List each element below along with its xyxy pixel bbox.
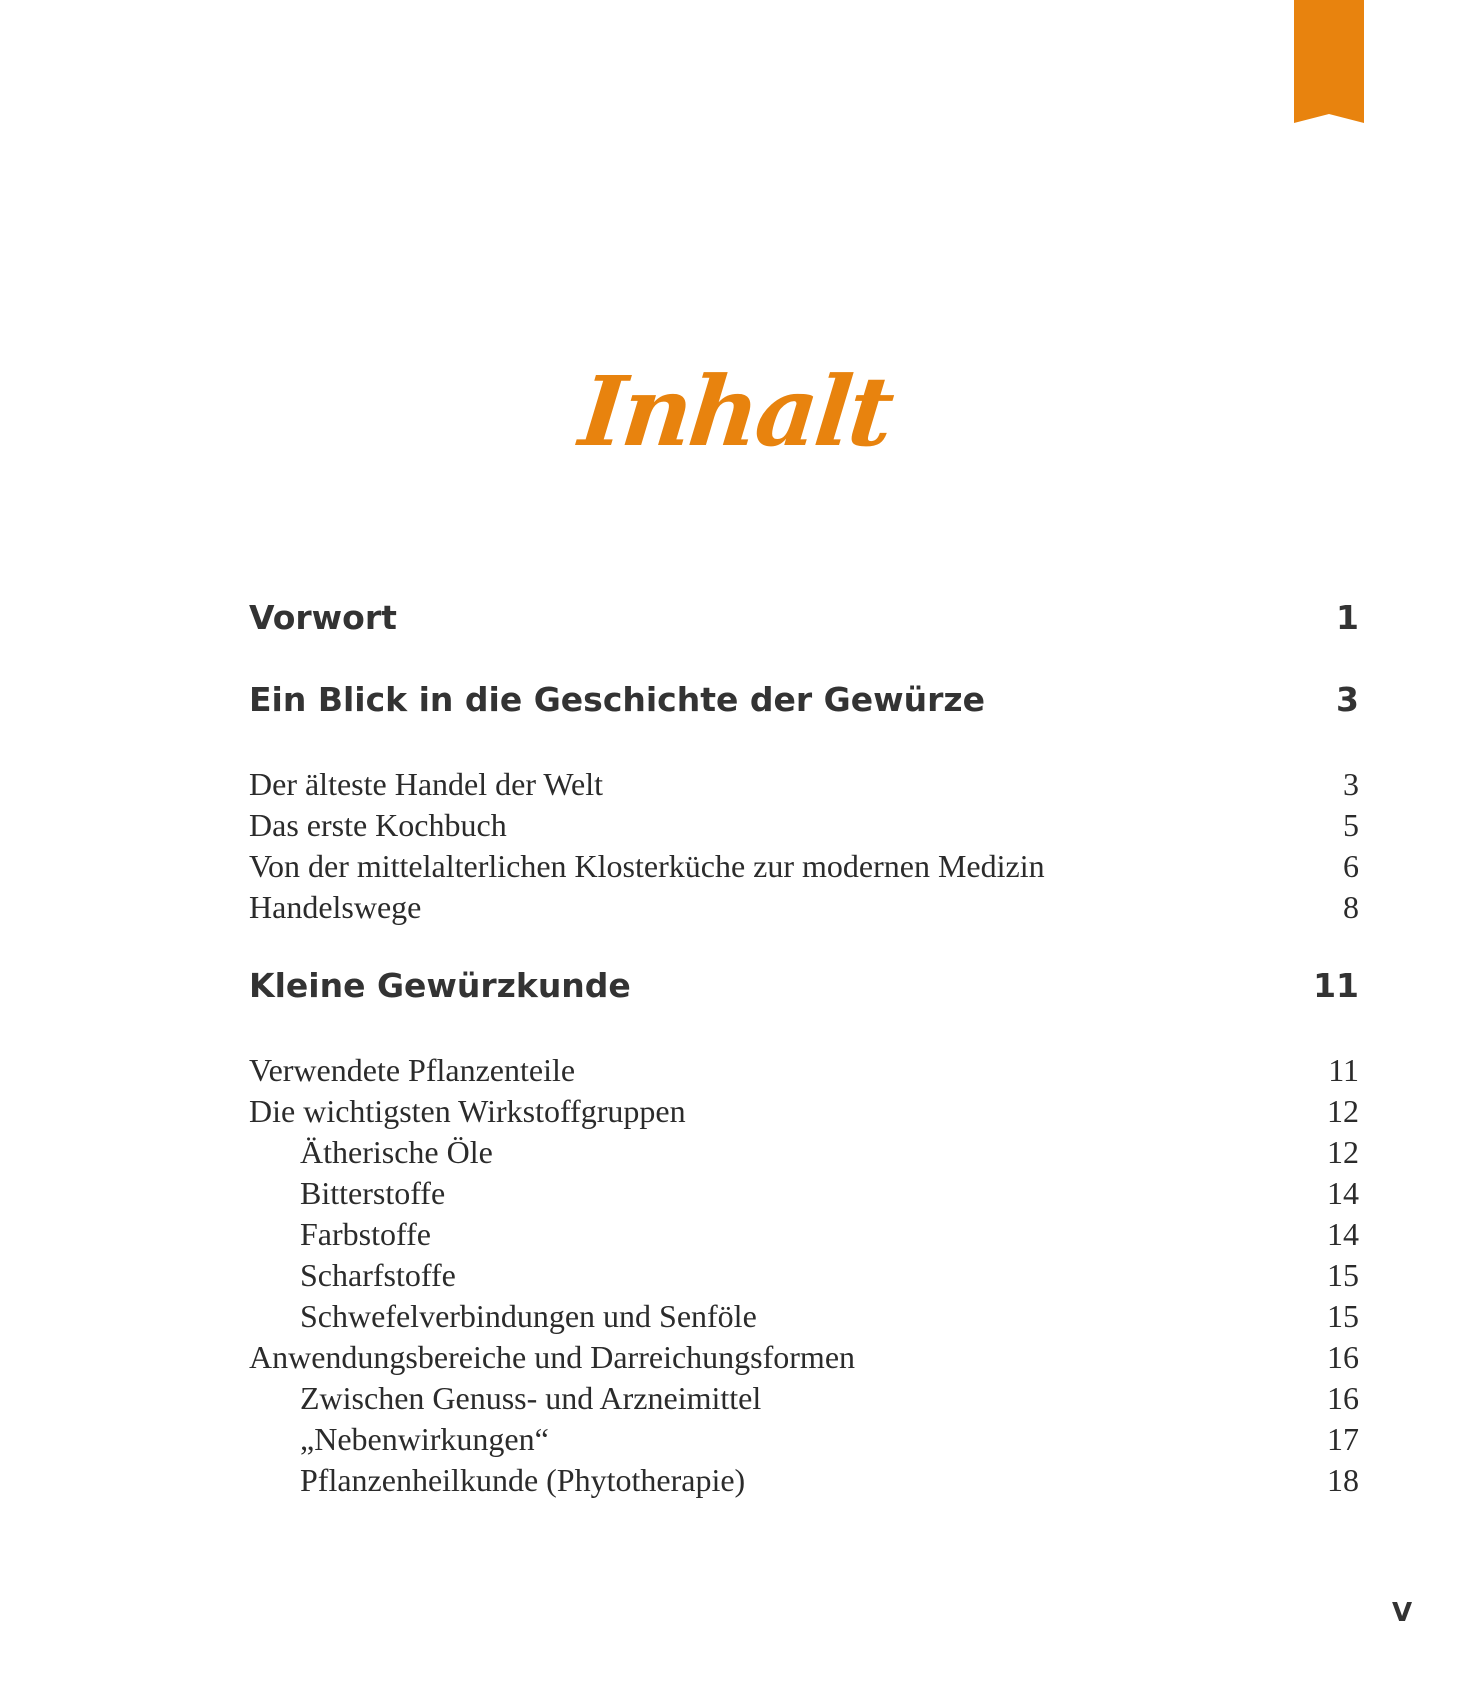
toc-chapter-vorwort[interactable] xyxy=(249,596,1359,640)
toc-entry-title: Das erste Kochbuch xyxy=(249,807,507,843)
toc-chapter-title: Kleine Gewürzkunde xyxy=(249,966,631,1005)
toc-entry-title: Handelswege xyxy=(249,889,422,925)
toc-entry-page: 5 xyxy=(1343,807,1359,843)
toc-subentry[interactable] xyxy=(249,1460,1359,1500)
toc-entry-title: „Nebenwirkungen“ xyxy=(300,1421,549,1457)
toc-subentry[interactable] xyxy=(249,1173,1359,1213)
toc-chapter-title: Ein Blick in die Geschichte der Gewürze xyxy=(249,680,985,719)
toc-entry-title: Scharfstoffe xyxy=(300,1257,456,1293)
footer-page-number: V xyxy=(1392,1598,1413,1628)
toc-entry-page: 14 xyxy=(1327,1216,1359,1252)
toc-entry-page: 8 xyxy=(1343,889,1359,925)
toc-entry-page: 14 xyxy=(1327,1175,1359,1211)
toc-entry-page: 6 xyxy=(1343,848,1359,884)
toc-entry-title: Verwendete Pflanzenteile xyxy=(249,1052,576,1088)
toc-entry-title: Von der mittelalterlichen Klosterküche zur modernen Medizin xyxy=(249,848,1045,884)
toc-entry-title: Zwischen Genuss- und Arzneimittel xyxy=(300,1380,762,1416)
toc-chapter-gewuerzkunde[interactable] xyxy=(249,964,1359,1008)
toc-entry-title: Der älteste Handel der Welt xyxy=(249,766,604,802)
toc-entry[interactable] xyxy=(249,1091,1359,1131)
toc-chapter-geschichte[interactable] xyxy=(249,678,1359,722)
toc-entry[interactable] xyxy=(249,805,1359,845)
toc-entry-page: 15 xyxy=(1327,1298,1359,1334)
toc-entry[interactable] xyxy=(249,887,1359,927)
toc-chapter-page: 1 xyxy=(1336,598,1359,637)
toc-entry-page: 17 xyxy=(1327,1421,1359,1457)
toc-entry[interactable] xyxy=(249,1050,1359,1090)
toc-entry-title: Schwefelverbindungen und Senföle xyxy=(300,1298,757,1334)
toc-entry-page: 16 xyxy=(1327,1339,1359,1375)
toc-subentry[interactable] xyxy=(249,1378,1359,1418)
toc-chapter-page: 11 xyxy=(1313,966,1359,1005)
toc-entry[interactable] xyxy=(249,846,1359,886)
toc-entry-page: 16 xyxy=(1327,1380,1359,1416)
toc-entry-title: Bitterstoffe xyxy=(300,1175,446,1211)
toc-entry-page: 18 xyxy=(1327,1462,1359,1498)
toc-entry-page: 11 xyxy=(1328,1052,1359,1088)
toc-entry-title: Pflanzenheilkunde (Phytotherapie) xyxy=(300,1462,746,1498)
toc-subentry[interactable] xyxy=(249,1255,1359,1295)
page-title: Inhalt xyxy=(574,355,897,468)
toc-subentry[interactable] xyxy=(249,1296,1359,1336)
toc-entry[interactable] xyxy=(249,1337,1359,1377)
toc-entry-page: 3 xyxy=(1343,766,1359,802)
toc-entry-title: Farbstoffe xyxy=(300,1216,431,1252)
bookmark-ribbon xyxy=(1294,0,1364,123)
toc-entry-title: Anwendungsbereiche und Darreichungsformen xyxy=(249,1339,856,1375)
toc-subentry[interactable] xyxy=(249,1214,1359,1254)
toc-chapter-page: 3 xyxy=(1336,680,1359,719)
toc-entry-page: 15 xyxy=(1327,1257,1359,1293)
toc-entry[interactable] xyxy=(249,764,1359,804)
toc-chapter-title: Vorwort xyxy=(249,598,397,637)
toc-entry-title: Die wichtigsten Wirkstoffgruppen xyxy=(249,1093,686,1129)
toc-entry-title: Ätherische Öle xyxy=(300,1134,493,1170)
toc-subentry[interactable] xyxy=(249,1132,1359,1172)
toc-subentry[interactable] xyxy=(249,1419,1359,1459)
toc-entry-page: 12 xyxy=(1327,1134,1359,1170)
toc-entry-page: 12 xyxy=(1327,1093,1359,1129)
